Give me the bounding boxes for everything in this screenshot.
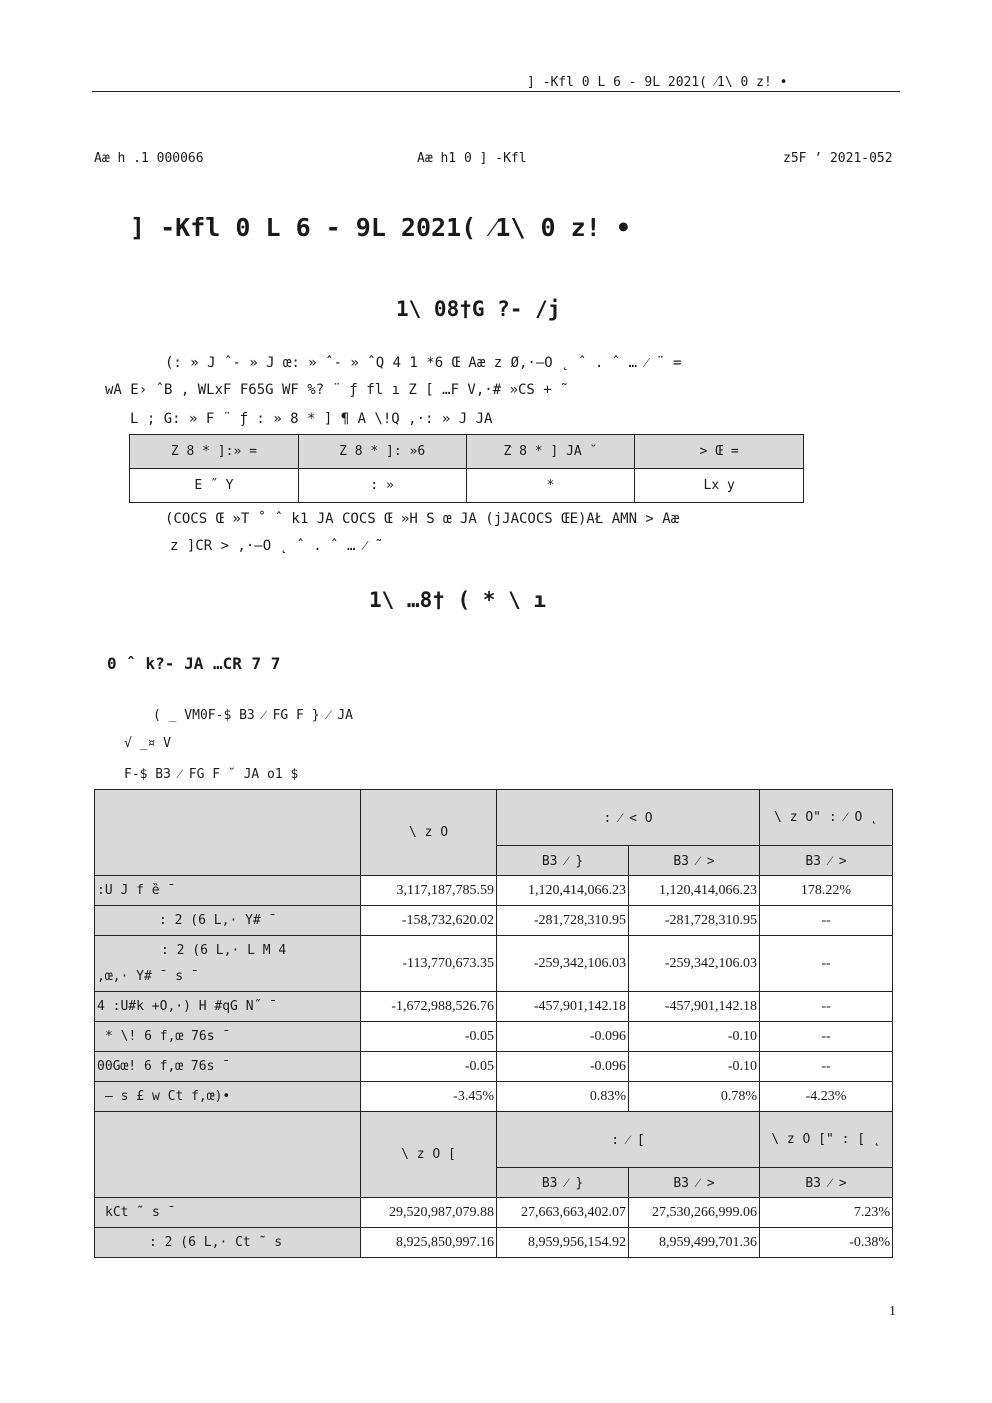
row-label: 00Gœ! 6 f,œ 76s ˉ (95, 1052, 361, 1082)
section2-heading: 1\ …8† ( * \ ı (369, 588, 547, 612)
fin-header-current: \ z O (361, 790, 497, 876)
document-title: ] -Kfl 0 L 6 - 9L 2021( ⁄1\ 0 z! • (130, 213, 631, 242)
cell-value: -259,342,106.03 (629, 936, 760, 992)
row-label: : 2 (6 L,· Y# ˉ (95, 906, 361, 936)
fin-subheader-after-2: B3 ⁄ > (629, 1168, 760, 1198)
table-row (95, 992, 893, 1022)
rating-header-cell: Z 8 * ]:» = (130, 435, 299, 469)
cell-value: -- (760, 906, 893, 936)
row-label: — s £ w Ct f,œ)• (95, 1082, 361, 1112)
cell-value: 0.78% (629, 1082, 760, 1112)
cell-value: 27,663,663,402.07 (497, 1198, 629, 1228)
after-table-line-2: z ]CR > ,·–O ˛ ˆ . ˆ … ⁄ ˜ (170, 538, 384, 554)
row-label-line-2: ,œ,· Y# ˉ s ˉ (97, 968, 199, 984)
fin-header-blank (95, 790, 361, 876)
cell-value: 29,520,987,079.88 (361, 1198, 497, 1228)
cell-value: 1,120,414,066.23 (629, 876, 760, 906)
cell-value: -4.23% (760, 1082, 893, 1112)
fin-subheader-change: B3 ⁄ > (760, 846, 893, 876)
cell-value: -0.096 (497, 1052, 629, 1082)
section2-line-1: ( _ VM0F-$ B3 ⁄ FG F } ⁄ JA (153, 708, 354, 723)
rating-header-cell: Z 8 * ] JA ˘ (466, 435, 635, 469)
rating-value-cell: * (466, 469, 635, 503)
fin-header-change-2: \ z O [" : [ ˛ (760, 1112, 893, 1168)
cell-value: 0.83% (497, 1082, 629, 1112)
row-label (95, 936, 361, 992)
fin-subheader-change-2: B3 ⁄ > (760, 1168, 893, 1198)
cell-value: -158,732,620.02 (361, 906, 497, 936)
table-row (95, 1198, 893, 1228)
fin-header-prior: : ⁄ < O (497, 790, 760, 846)
running-header: ] -Kfl 0 L 6 - 9L 2021( ⁄1\ 0 z! • (527, 75, 788, 90)
cell-value: 7.23% (760, 1198, 893, 1228)
announcement-number: z5F ’ 2021-052 (783, 151, 893, 166)
rating-value-cell: E ˝ Y (130, 469, 299, 503)
cell-value: -259,342,106.03 (497, 936, 629, 992)
cell-value: 8,925,850,997.16 (361, 1228, 497, 1258)
fin-header-prior-2: : ⁄ [ (497, 1112, 760, 1168)
row-label: 4 :U#k +O,·) H #qG N˝ ˉ (95, 992, 361, 1022)
cell-value: -281,728,310.95 (629, 906, 760, 936)
cell-value: 3,117,187,785.59 (361, 876, 497, 906)
rating-header-cell: Z 8 * ]: »6 (298, 435, 466, 469)
after-table-line-1: (COCS Œ »T ˚ ˆ k1 JA COCS Œ »H S œ JA (jJACOCS ŒE)AŁ AMN > Aæ (165, 511, 680, 527)
header-rule (92, 91, 900, 92)
cell-value: -0.38% (760, 1228, 893, 1258)
table-row (95, 1052, 893, 1082)
stock-short-name: Aæ h1 0 ] -Kfl (417, 151, 527, 166)
cell-value: -0.05 (361, 1052, 497, 1082)
table-row (95, 876, 893, 906)
cell-value: -113,770,673.35 (361, 936, 497, 992)
fin-header-blank-2 (95, 1112, 361, 1198)
para-line-1: (: » J ˆ- » J œ: » ˆ- » ˆQ 4 1 *6 Œ Aæ z Ø,·–O ˛ ˆ . ˆ … ⁄ ¨ = (165, 355, 682, 371)
cell-value: -0.05 (361, 1022, 497, 1052)
section2-subheading: 0 ˆ k?- JA …CR 7 7 (107, 654, 281, 673)
table-row (95, 936, 893, 992)
page-number: 1 (889, 1304, 896, 1319)
rating-value-cell: Lx y (635, 469, 804, 503)
rating-header-cell: > Œ = (635, 435, 804, 469)
para-line-2: wA E› ˆB , WLxF F65G WF %? ¨ ƒ fl ı Z [ …F V,·# »CS + ˜ (105, 382, 569, 398)
rating-table (129, 434, 804, 503)
cell-value: -3.45% (361, 1082, 497, 1112)
fin-subheader-before: B3 ⁄ } (497, 846, 629, 876)
cell-value: 8,959,499,701.36 (629, 1228, 760, 1258)
cell-value: -457,901,142.18 (629, 992, 760, 1022)
section2-line-3: F-$ B3 ⁄ FG F ˘ JA o1 $ (124, 767, 299, 782)
cell-value: -- (760, 992, 893, 1022)
fin-header-current-2: \ z O [ (361, 1112, 497, 1198)
cell-value: -- (760, 1022, 893, 1052)
cell-value: -1,672,988,526.76 (361, 992, 497, 1022)
cell-value: -- (760, 1052, 893, 1082)
cell-value: 1,120,414,066.23 (497, 876, 629, 906)
table-row (95, 906, 893, 936)
row-label: kCt ˜ s ˉ (95, 1198, 361, 1228)
rating-value-cell: : » (298, 469, 466, 503)
cell-value: -457,901,142.18 (497, 992, 629, 1022)
stock-code: Aæ h .1 000066 (94, 151, 204, 166)
table-row (95, 1082, 893, 1112)
fin-subheader-before-2: B3 ⁄ } (497, 1168, 629, 1198)
cell-value: -0.10 (629, 1052, 760, 1082)
cell-value: 178.22% (760, 876, 893, 906)
table-row (95, 1022, 893, 1052)
row-label: * \! 6 f,œ 76s ˉ (95, 1022, 361, 1052)
cell-value: -0.096 (497, 1022, 629, 1052)
financial-table (94, 789, 893, 1258)
cell-value: 27,530,266,999.06 (629, 1198, 760, 1228)
cell-value: -0.10 (629, 1022, 760, 1052)
para-line-3: L ; G: » F ¨ ƒ : » 8 * ] ¶ A \!Q ,·: » J JA (130, 411, 493, 427)
cell-value: -281,728,310.95 (497, 906, 629, 936)
row-label: : 2 (6 L,· Ct ˜ s (95, 1228, 361, 1258)
fin-subheader-after: B3 ⁄ > (629, 846, 760, 876)
section1-heading: 1\ 08†G ?- /j (396, 297, 561, 321)
row-label-line-1: : 2 (6 L,· L M 4 (161, 942, 287, 958)
table-row (95, 1228, 893, 1258)
section2-line-2: √ _¤ V (124, 736, 171, 751)
fin-header-change: \ z O" : ⁄ O ˛ (760, 790, 893, 846)
cell-value: -- (760, 936, 893, 992)
row-label: :U J f ȅ ˉ (95, 876, 361, 906)
cell-value: 8,959,956,154.92 (497, 1228, 629, 1258)
